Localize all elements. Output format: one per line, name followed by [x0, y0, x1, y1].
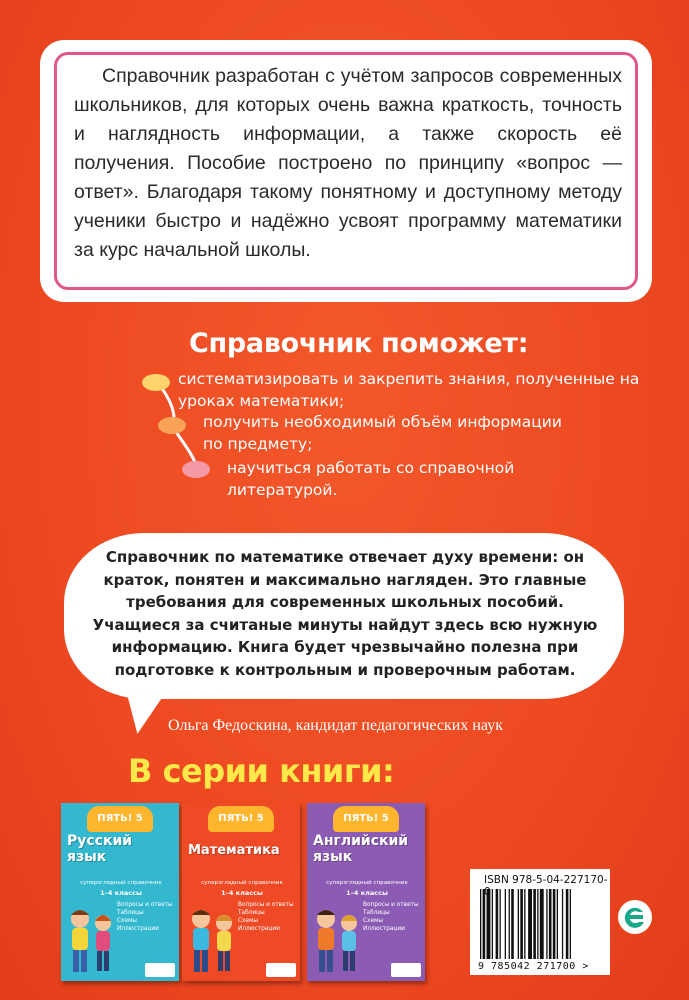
barcode-bar	[570, 889, 571, 959]
book-grades: 1–4 классы	[346, 889, 388, 897]
book-feature: Схемы	[117, 918, 137, 924]
kids-illustration	[311, 905, 365, 979]
book-publisher-mark	[391, 963, 421, 977]
review-bubble-tail	[116, 686, 164, 737]
book-feature: Иллюстрации	[117, 926, 159, 932]
barcode-bar	[496, 889, 499, 959]
book-grades: 1–4 классы	[221, 889, 263, 897]
review-author: Ольга Федоскина, кандидат педагогических наук	[168, 717, 503, 734]
barcode-bar	[520, 889, 523, 959]
book-feature: Вопросы и ответы	[117, 902, 173, 908]
barcode-bar	[492, 889, 493, 959]
benefit-item-1: систематизировать и закрепить знания, полученные на уроках математики;	[178, 370, 640, 410]
barcode-bar	[537, 889, 538, 959]
book-badge: ПЯТЬ! 5	[87, 806, 153, 832]
book-feature: Иллюстрации	[238, 926, 280, 932]
barcode-bar	[509, 889, 510, 959]
book-title: Русский язык	[67, 833, 133, 865]
book-features	[363, 901, 419, 933]
book-features	[238, 901, 294, 933]
barcode-bar	[487, 889, 491, 959]
book-publisher-mark	[266, 963, 296, 977]
book-features	[117, 901, 173, 933]
kids-illustration	[186, 905, 240, 979]
benefits-title: Справочник поможет:	[189, 328, 529, 359]
isbn-label: ISBN 978-5-04-227170-	[484, 874, 608, 886]
book-subtitle: суперзглядный справочник	[326, 880, 408, 886]
benefit-item-2: получить необходимый объём информации по предмету;	[203, 413, 562, 453]
barcode-bar	[546, 889, 547, 959]
barcode-bar	[483, 889, 486, 959]
book-subtitle: суперзглядный справочник	[201, 880, 283, 886]
bullet-dot-3	[182, 461, 210, 478]
barcode-bar	[562, 889, 563, 959]
bullet-dot-1	[142, 374, 170, 391]
barcode-bar	[549, 889, 552, 959]
book-title: Английский язык	[313, 833, 409, 865]
series-title: В серии книги:	[128, 752, 395, 790]
book-feature: Иллюстрации	[363, 926, 405, 932]
book-cover-english	[307, 803, 425, 981]
barcode-bar	[553, 889, 556, 959]
book-title: Математика	[188, 843, 280, 858]
barcode-bar	[566, 889, 569, 959]
book-badge: ПЯТЬ! 5	[208, 806, 274, 832]
intro-text: Справочник разработан с учётом запросов современных школьников, для которых очень важна краткость, точность и наглядность информации, а также скорость её получения. Пособие построено по принципу «вопрос — ответ». Благодаря такому понятному и доступному методу ученики быстро и надёжно усвоят программу математики за курс начальной школы.	[74, 65, 622, 261]
barcode-digits: 9 785042 271700 >	[478, 961, 589, 972]
barcode-bar	[540, 889, 544, 959]
book-feature: Схемы	[363, 918, 383, 924]
book-feature: Таблицы	[363, 910, 390, 916]
barcode-bar	[500, 889, 501, 959]
barcode-bars	[478, 889, 602, 961]
benefit-item-3: научиться работать со справочной литературой.	[227, 459, 515, 499]
book-feature: Таблицы	[238, 910, 265, 916]
book-feature: Схемы	[238, 918, 258, 924]
book-feature: Вопросы и ответы	[363, 902, 419, 908]
barcode-block	[470, 869, 610, 975]
book-subtitle: суперзглядный справочник	[80, 880, 162, 886]
book-badge: ПЯТЬ! 5	[333, 806, 399, 832]
book-cover-russian	[61, 803, 179, 981]
kids-illustration	[65, 905, 119, 979]
barcode-bar	[511, 889, 514, 959]
review-quote: Справочник по математике отвечает духу времени: он краток, понятен и максимально нагляден. Это главные требования для современных школьных пособий. Учащиеся за считаные минуты найдут здесь всю нужную информацию. Книга будет чрезвычайно полезна при подготовке к контрольным и проверочным работам.	[92, 548, 598, 679]
book-feature: Таблицы	[117, 910, 144, 916]
barcode-bar	[533, 889, 536, 959]
barcode-bar	[505, 889, 506, 959]
barcode-bar	[480, 889, 481, 959]
barcode-bar	[518, 889, 519, 959]
bullet-dot-2	[158, 417, 186, 434]
book-feature: Вопросы и ответы	[238, 902, 294, 908]
publisher-logo	[617, 895, 653, 939]
barcode-bar	[557, 889, 558, 959]
book-cover-math	[182, 803, 300, 981]
barcode-bar	[524, 889, 525, 959]
book-grades: 1–4 классы	[100, 889, 142, 897]
barcode-bar	[528, 889, 532, 959]
book-publisher-mark	[145, 963, 175, 977]
